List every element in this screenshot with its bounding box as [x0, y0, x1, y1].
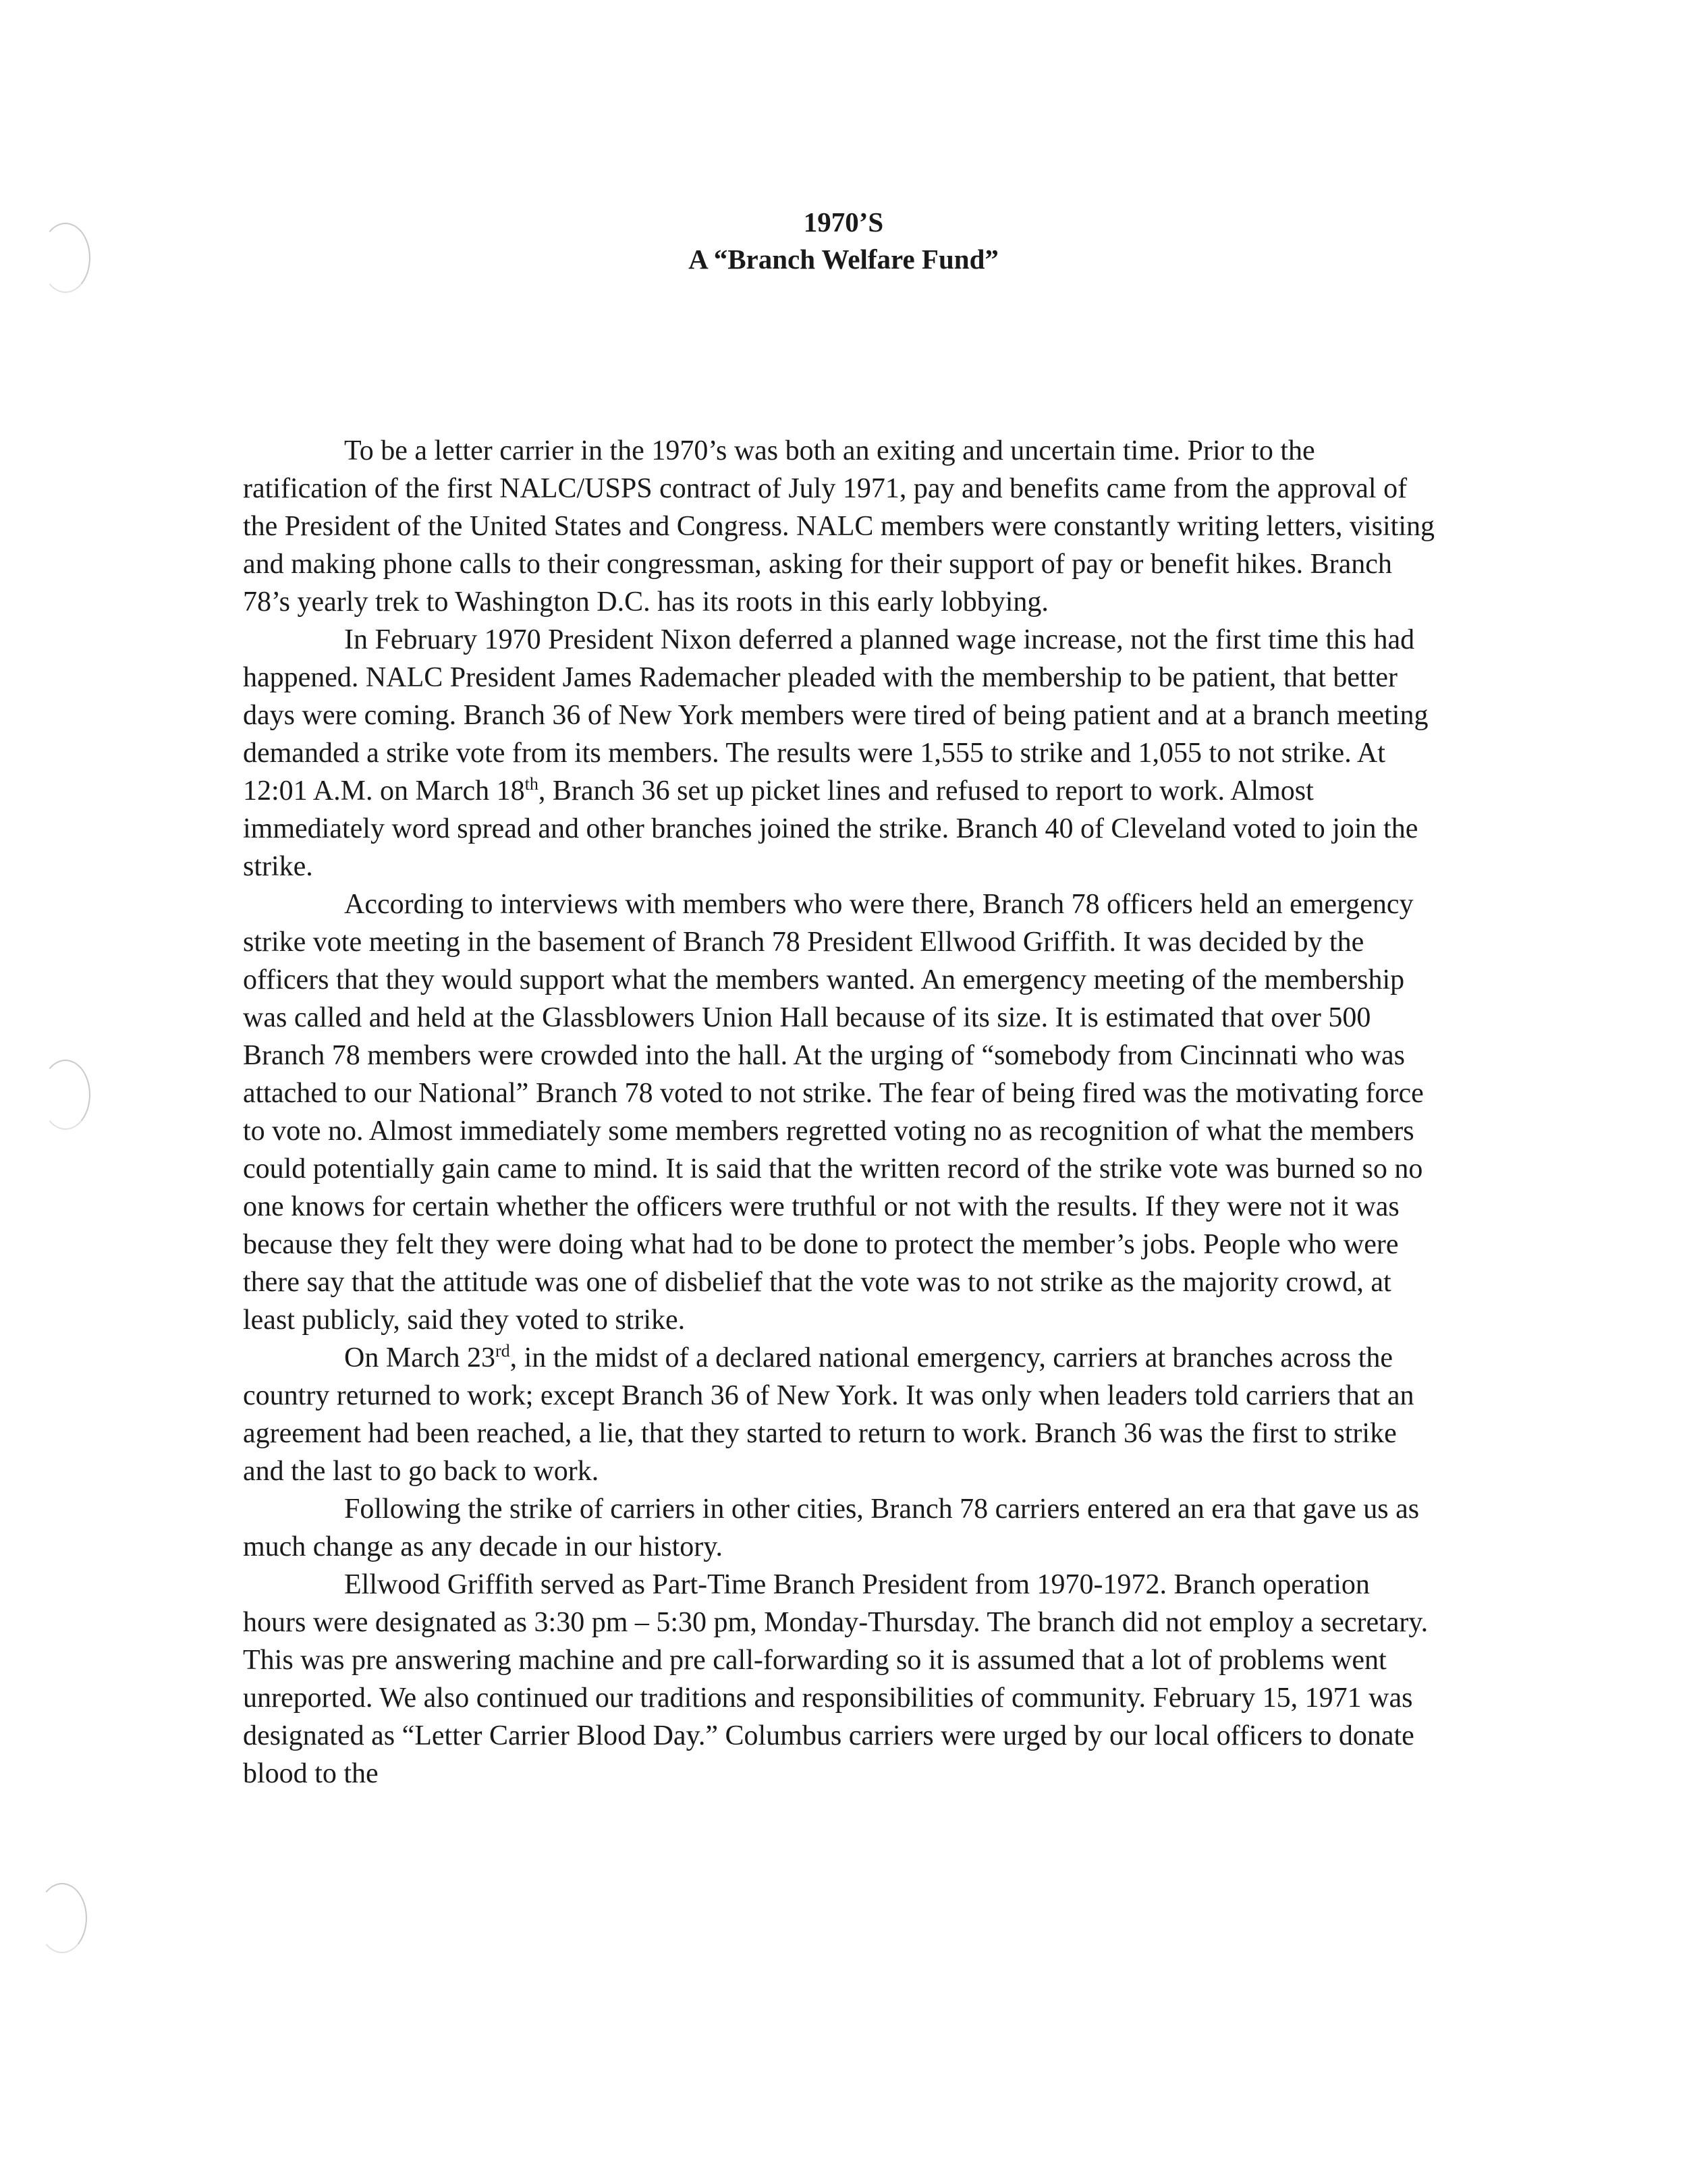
paragraph: Ellwood Griffith served as Part-Time Branch President from 1970-1972. Branch operation hours were designated as 3:30 pm – 5:30 pm, Monday-Thursday. The branch did not employ a secretary. This was pre answering machine and pre call-forwarding so it is assumed that a lot of problems went unreported. We also continued our traditions and responsibilities of community. February 15, 1971 was designated as “Letter Carrier Blood Day.” Columbus carriers were urged by our local officers to donate blood to the: [243, 1569, 1429, 1789]
paragraph-text: , Branch 36 set up picket lines and refused to report to work. Almost immediately word spread and other branches joined the strike. Branch 40 of Cleveland voted to join the strike.: [243, 775, 1418, 882]
ordinal-suffix: rd: [495, 1341, 510, 1361]
paragraph: Following the strike of carriers in other cities, Branch 78 carriers entered an era that gave us as much change as any decade in our history.: [243, 1494, 1420, 1562]
paragraph-text: On March 23: [344, 1342, 495, 1373]
paragraph-text: In February 1970 President Nixon deferred a planned wage increase, not the first time this had happened. NALC President James Rademacher pleaded with the membership to be patient, that better days were coming. Branch 36 of New York members were tired of being patient and at a branch meeting demanded a strike vote from its members. The results were 1,555 to strike and 1,055 to not strike. At 12:01 A.M. on March 18: [243, 624, 1429, 807]
document-title: A “Branch Welfare Fund”: [688, 244, 999, 275]
era-heading: 1970’S: [803, 207, 884, 238]
ordinal-suffix: th: [524, 774, 538, 794]
paragraph: To be a letter carrier in the 1970’s was both an exiting and uncertain time. Prior to the ratification of the first NALC/USPS contract of July 1971, pay and benefits came from the approval of the President of the United States and Congress. NALC members were constantly writing letters, visiting and making phone calls to their congressman, asking for their support of pay or benefit hikes. Branch 78’s yearly trek to Washington D.C. has its roots in this early lobbying.: [243, 435, 1435, 618]
paragraph-text: , in the midst of a declared national emergency, carriers at branches across the country returned to work; except Branch 36 of New York. It was only when leaders told carriers that an agreement had been reached, a lie, that they started to return to work. Branch 36 was the first to strike and the last to go back to work.: [243, 1342, 1414, 1487]
paragraph: [243, 621, 1437, 885]
hole-punch-mark: [40, 1060, 90, 1130]
paragraph: [243, 1339, 1437, 1490]
hole-punch-mark: [37, 1883, 87, 1953]
paragraph: According to interviews with members who were there, Branch 78 officers held an emergency strike vote meeting in the basement of Branch 78 President Ellwood Griffith. It was decided by the officers that they would support what the members wanted. An emergency meeting of the membership was called and held at the Glassblowers Union Hall because of its size. It is estimated that over 500 Branch 78 members were crowded into the hall. At the urging of “somebody from Cincinnati who was attached to our National” Branch 78 voted to not strike. The fear of being fired was the motivating force to vote no. Almost immediately some members regretted voting no as recognition of what the members could potentially gain came to mind. It is said that the written record of the strike vote was burned so no one knows for certain whether the officers were truthful or not with the results. If they were not it was because they felt they were doing what had to be done to protect the member’s jobs. People who were there say that the attitude was one of disbelief that the vote was to not strike as the majority crowd, at least publicly, said they voted to strike.: [243, 889, 1424, 1336]
body-text: [243, 432, 1437, 1793]
